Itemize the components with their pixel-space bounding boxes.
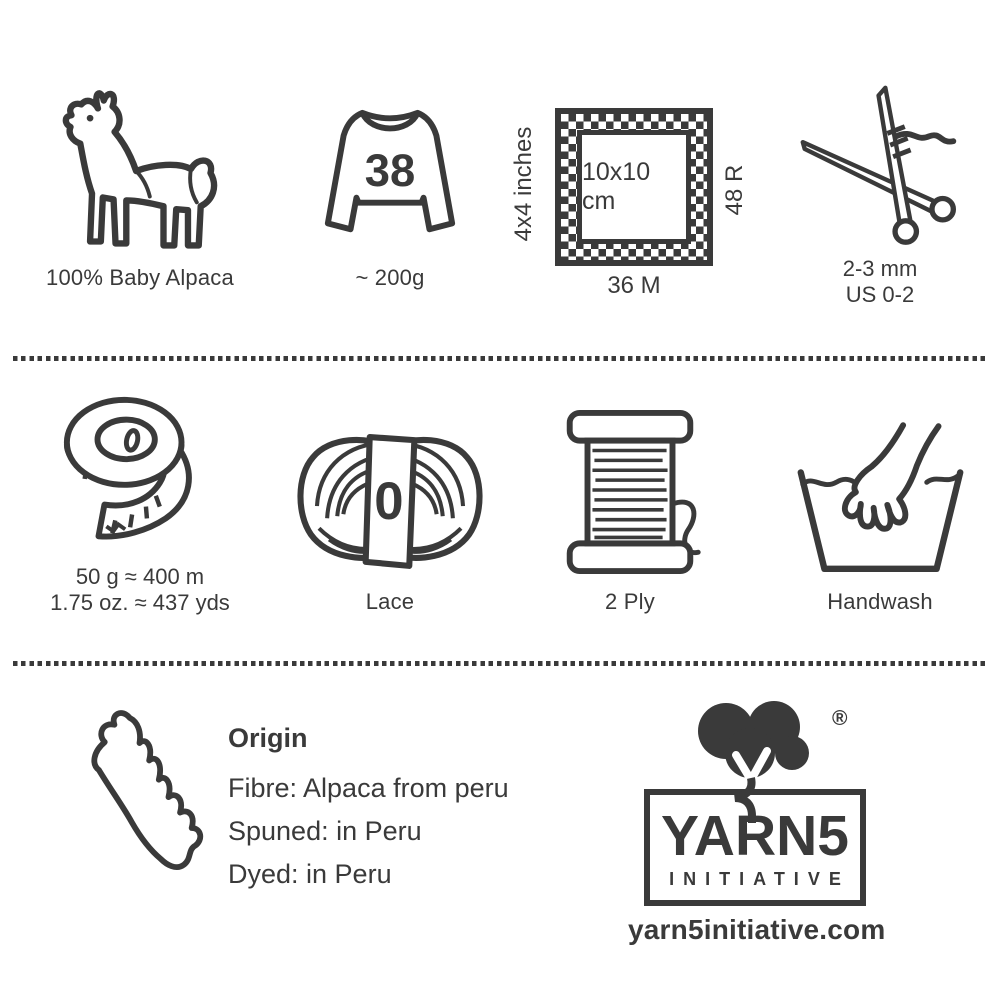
yarn-weight-number: 0 bbox=[374, 472, 404, 532]
weight-class-caption: Lace bbox=[365, 589, 415, 615]
yardage-metric: 50 g ≈ 400 m bbox=[75, 564, 205, 589]
cotton-boll-icon bbox=[674, 695, 834, 823]
thread-spool-icon bbox=[546, 407, 714, 577]
yardage-imperial: 1.75 oz. ≈ 437 yds bbox=[50, 589, 230, 615]
yarn-skein-icon bbox=[288, 431, 492, 573]
origin-title: Origin bbox=[228, 723, 308, 753]
sweater-size-number: 38 bbox=[364, 145, 416, 197]
origin-row bbox=[0, 693, 1000, 953]
brand-website: yarn5initiative.com bbox=[628, 913, 886, 945]
brand-subtitle: INITIATIVE bbox=[669, 868, 850, 889]
brand-wordmark: YARN5 bbox=[661, 804, 849, 868]
origin-spun-line: Spuned: in Peru bbox=[228, 816, 422, 846]
dotted-divider bbox=[13, 661, 987, 666]
weight-class-spec bbox=[280, 388, 500, 616]
gauge-spec bbox=[500, 52, 760, 308]
registered-trademark-mark: ® bbox=[832, 707, 848, 730]
gauge-bottom-label: 36 M bbox=[607, 272, 661, 299]
size-caption: ~ 200g bbox=[355, 265, 425, 291]
origin-fibre-line: Fibre: Alpaca from peru bbox=[228, 773, 509, 803]
spec-row-middle bbox=[0, 388, 1000, 615]
fiber-caption: 100% Baby Alpaca bbox=[46, 265, 234, 291]
handwash-icon bbox=[789, 421, 971, 579]
needle-spec bbox=[760, 52, 1000, 308]
needle-size-metric: 2-3 mm bbox=[842, 256, 918, 282]
measuring-tape-icon bbox=[51, 388, 229, 556]
brand-logo bbox=[628, 693, 886, 946]
knitting-needles-icon bbox=[795, 80, 965, 250]
gauge-checkered-frame bbox=[555, 108, 713, 266]
fiber-spec bbox=[0, 52, 280, 308]
needle-size-us: US 0-2 bbox=[845, 282, 915, 308]
origin-dyed-line: Dyed: in Peru bbox=[228, 859, 392, 889]
ply-caption: 2 Ply bbox=[605, 589, 655, 615]
sweater-icon bbox=[306, 103, 474, 251]
spec-row-top bbox=[0, 52, 1000, 308]
yardage-spec bbox=[0, 388, 280, 616]
ply-spec bbox=[500, 388, 760, 616]
care-spec bbox=[760, 388, 1000, 616]
gauge-left-label: 4x4 inches bbox=[510, 126, 537, 242]
dotted-divider bbox=[13, 356, 987, 361]
gauge-swatch-icon bbox=[505, 84, 755, 300]
origin-block bbox=[228, 723, 509, 896]
alpaca-icon bbox=[42, 79, 238, 265]
care-caption: Handwash bbox=[827, 589, 933, 615]
gauge-center-label: 10x10 cm bbox=[577, 130, 691, 244]
peru-map-icon bbox=[70, 703, 210, 899]
gauge-right-label: 48 R bbox=[721, 164, 748, 216]
size-spec bbox=[280, 52, 500, 308]
